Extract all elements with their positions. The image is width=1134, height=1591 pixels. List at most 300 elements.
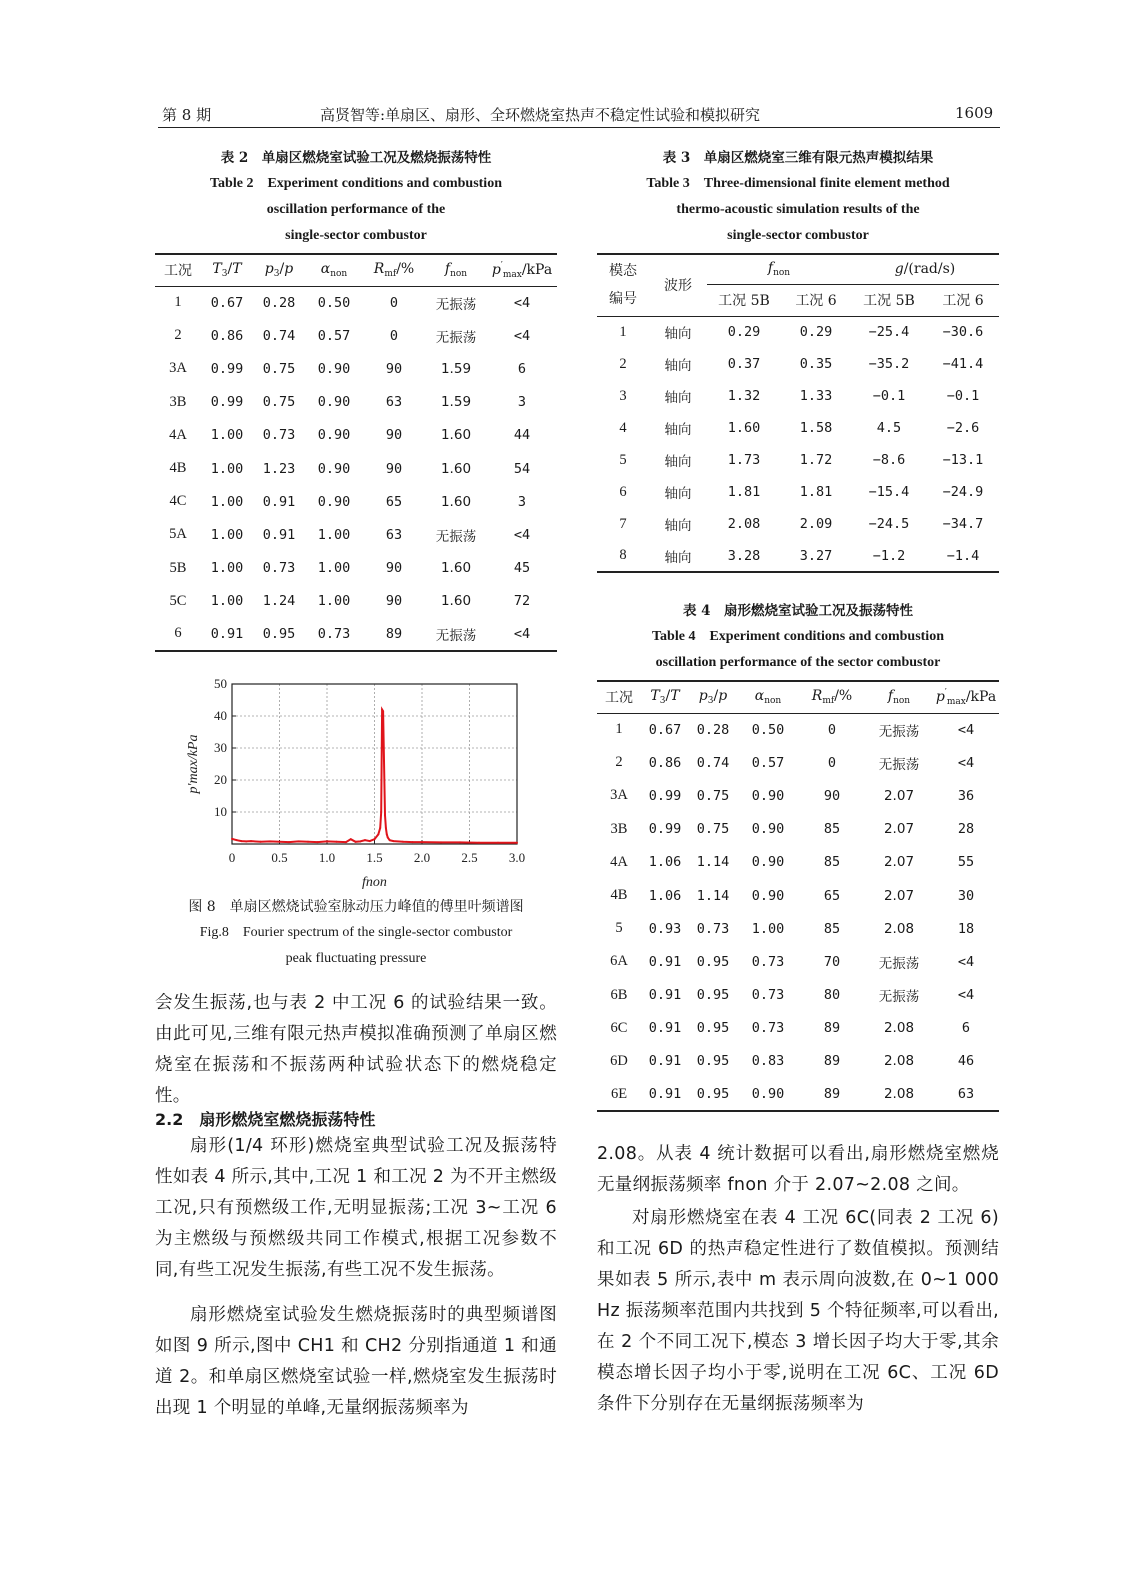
- figure8-caption: [155, 894, 557, 972]
- table4-row: [597, 713, 999, 746]
- table4-cell: 0.90: [751, 787, 785, 804]
- table2-cell: 0: [389, 327, 399, 344]
- table3-cell: −0.1: [946, 388, 980, 404]
- spectrum-point: [231, 838, 233, 840]
- table2-cell: 1.24: [262, 593, 296, 610]
- table4-cell: 0.74: [696, 754, 730, 771]
- table3-mode-label-2: 编号: [609, 291, 637, 308]
- table4-cell: 1.00: [751, 920, 785, 937]
- table3-cell: −30.6: [942, 324, 984, 341]
- table3-cell: 1.81: [727, 484, 761, 500]
- table2-cell: <4: [513, 625, 531, 642]
- table4-cell: <4: [957, 721, 975, 738]
- table3-col-header-mode: [597, 254, 649, 316]
- table4-cell: 0.28: [696, 721, 730, 738]
- spectrum-point: [236, 839, 238, 841]
- table4-cell: <4: [957, 953, 975, 970]
- table4-cell: 4B: [610, 887, 628, 904]
- table2-cell: 0.75: [262, 360, 296, 377]
- table2-cell: 0.57: [317, 327, 351, 344]
- table4-cell: 6: [961, 1020, 971, 1037]
- table2-cell: 1.60: [440, 560, 472, 577]
- table3-cell: 3.27: [799, 547, 833, 564]
- table3-row: [597, 380, 999, 412]
- table2-cell: 0.73: [262, 560, 296, 577]
- table3-row: [597, 444, 999, 476]
- y-axis-label: p'max/kPa: [186, 734, 201, 794]
- table2-col-header-p3: $p_3/p$: [253, 254, 305, 286]
- table3-cell: 6: [619, 483, 627, 500]
- table2-cell: 72: [513, 593, 531, 610]
- table4-cell: 6D: [610, 1052, 628, 1069]
- table2-cell: 1.00: [210, 493, 244, 510]
- table3-cell: −2.6: [946, 420, 980, 436]
- table2-caption: [155, 145, 557, 249]
- x-axis-label: fnon: [362, 875, 387, 890]
- table3-row: [597, 316, 999, 348]
- spectrum-point: [355, 841, 357, 843]
- spectrum-point: [377, 833, 379, 835]
- table3-cell: 轴向: [664, 358, 692, 374]
- table4-cell: 6A: [610, 953, 628, 970]
- table3-cell: 0.35: [799, 356, 833, 372]
- table3-cell: 轴向: [664, 454, 692, 470]
- table2-cell: <4: [513, 526, 531, 543]
- table4-cell: 0.91: [648, 987, 682, 1004]
- table2-cell: 1.23: [262, 460, 296, 477]
- table4-row: [597, 1078, 999, 1111]
- table4-cell: 无振荡: [878, 723, 920, 740]
- table3-header-row-1: [597, 254, 999, 284]
- table2-cell: 90: [385, 593, 403, 610]
- table3-cell: −24.9: [942, 484, 984, 500]
- table3-cell: −25.4: [868, 324, 910, 341]
- table4-cell: 0.73: [751, 987, 785, 1004]
- table2-col-header-fnon: $f_{non}$: [425, 254, 487, 286]
- table4-cell: 0.73: [751, 1020, 785, 1037]
- table4-cell: 28: [957, 821, 975, 838]
- table3-cell: −8.6: [872, 452, 906, 468]
- spectrum-point: [345, 841, 347, 843]
- table4-col-header-t3: $T_3/T$: [641, 681, 689, 713]
- table3-col-header-wave: 波形: [649, 254, 707, 316]
- spectrum-point: [250, 840, 252, 842]
- table4-cell: 2.08: [883, 1086, 915, 1103]
- table3-cell: −15.4: [868, 484, 910, 500]
- table4-cell: 3B: [610, 820, 628, 837]
- y-tick-label: 30: [214, 740, 227, 755]
- spectrum-point: [336, 841, 338, 843]
- table2-cell: 0.75: [262, 394, 296, 411]
- table4-cell: 2: [615, 754, 623, 771]
- table4-row: [597, 879, 999, 912]
- table4-row: [597, 979, 999, 1012]
- table2-row: [155, 386, 557, 419]
- table4-cell: 0.95: [696, 1053, 730, 1070]
- table2-cell: 65: [385, 493, 403, 510]
- table4-cell: 无振荡: [878, 756, 920, 773]
- section-heading: 2.2 扇形燃烧室燃烧振荡特性: [155, 1110, 376, 1129]
- table4-col-header-alpha: $\alpha_{non}$: [737, 681, 799, 713]
- table2-cell: 0.90: [317, 360, 351, 377]
- table2-cell: 54: [513, 460, 531, 477]
- table4-cell: 0.99: [648, 787, 682, 804]
- spectrum-point: [385, 827, 387, 829]
- table2-cell: 4B: [169, 460, 187, 477]
- table3-cell: −1.4: [946, 547, 980, 564]
- table4: [597, 680, 999, 1112]
- table2-cell: <4: [513, 327, 531, 344]
- table4-cell: 2.07: [883, 854, 915, 871]
- table2-cell: 4A: [169, 426, 187, 443]
- spectrum-point: [288, 841, 290, 843]
- table2-cell: 3: [517, 394, 527, 411]
- spectrum-point: [382, 710, 384, 712]
- table4-cell: 89: [823, 1086, 841, 1103]
- table4-cell: 0: [827, 721, 837, 738]
- table4-col-header-p3: $p_3/p$: [689, 681, 737, 713]
- table4-caption-cn: 表 4 扇形燃烧室试验工况及振荡特性: [682, 603, 914, 619]
- table2-cell: 0.73: [262, 427, 296, 444]
- table2-cell: 0.90: [317, 394, 351, 411]
- table2-cell: 0.86: [210, 327, 244, 344]
- table2-cell: 90: [385, 427, 403, 444]
- spectrum-point: [440, 841, 442, 843]
- table2-cell: 5A: [169, 526, 187, 543]
- table4-cell: 0.95: [696, 987, 730, 1004]
- table3-cell: 0.29: [799, 324, 833, 341]
- table2-cell: 0.28: [262, 294, 296, 311]
- table2-cell: 0.90: [317, 427, 351, 444]
- table3-cell: 2.09: [799, 516, 833, 532]
- table4-cell: 0.67: [648, 721, 682, 738]
- spectrum-point: [364, 839, 366, 841]
- table4-cell: 0.91: [648, 1053, 682, 1070]
- table3-cell: 1.60: [727, 420, 761, 436]
- table4-cell: 63: [957, 1086, 975, 1103]
- table4-col-header-rmf: $R_{mf}/\%$: [799, 681, 865, 713]
- table4-cell: 0.90: [751, 1086, 785, 1103]
- table2-cell: 90: [385, 360, 403, 377]
- table2-caption-en-3: single-sector combustor: [285, 228, 427, 243]
- table2-caption-en-2: oscillation performance of the: [266, 202, 446, 217]
- table2: [155, 253, 557, 652]
- spectrum-point: [379, 827, 381, 829]
- table3-cell: 2.08: [727, 516, 761, 532]
- table2-cell: 1.00: [317, 526, 351, 543]
- table2-cell: 4C: [169, 493, 187, 510]
- table4-cell: 2.07: [883, 821, 915, 838]
- table4-cell: 0.95: [696, 953, 730, 970]
- table3-cell: 1.58: [799, 420, 833, 436]
- table4-cell: 90: [823, 787, 841, 804]
- table3-sub-header: 工况 5B: [707, 284, 781, 316]
- table4-row: [597, 846, 999, 879]
- table3-cell: 1.73: [727, 452, 761, 468]
- table2-col-header-alpha: $\alpha_{non}$: [305, 254, 363, 286]
- x-tick-label: 2.5: [461, 850, 478, 865]
- table4-cell: 46: [957, 1053, 975, 1070]
- table3-cell: −34.7: [942, 516, 984, 532]
- table4-cell: 18: [957, 920, 975, 937]
- table3-caption-cn: 表 3 单扇区燃烧室三维有限元热声模拟结果: [662, 150, 934, 166]
- x-tick-label: 2.0: [413, 850, 431, 865]
- table3-cell: 3.28: [727, 547, 761, 564]
- table3-row: [597, 476, 999, 508]
- table2-cell: 1.60: [440, 593, 472, 610]
- x-tick-label: 0.5: [271, 850, 288, 865]
- table4-cell: 85: [823, 920, 841, 937]
- table4-cell: 0.75: [696, 787, 730, 804]
- table2-cell: 0: [389, 294, 399, 311]
- table2-cell: 1.60: [440, 493, 472, 510]
- table2-cell: 0.74: [262, 327, 296, 344]
- table2-cell: 0.99: [210, 360, 244, 377]
- table4-cell: 85: [823, 854, 841, 871]
- table3-row: [597, 412, 999, 444]
- table4-cell: 2.08: [883, 1053, 915, 1070]
- x-tick-label: 1.0: [318, 850, 336, 865]
- body-left-paragraph-3: 扇形燃烧室试验发生燃烧振荡时的典型频谱图如图 9 所示,图中 CH1 和 CH2 分别指通道 1 和通道 2。和单扇区燃烧室试验一样,燃烧室发生振荡时出现 1 个明显的单峰,无量纲振荡频率为: [155, 1305, 557, 1418]
- table3-cell: 5: [619, 451, 627, 468]
- table3-cell: 轴向: [664, 326, 692, 343]
- table4-cell: 0.91: [648, 1020, 682, 1037]
- table2-cell: 1: [174, 294, 182, 311]
- table2-cell: 3: [517, 493, 527, 510]
- table2-cell: 5C: [169, 592, 187, 609]
- table4-cell: 0.73: [696, 920, 730, 937]
- table3-cell: 1.32: [727, 388, 761, 404]
- table2-cell: 0.91: [262, 493, 296, 510]
- table4-col-header-pmax: $p'_{max}$/kPa: [933, 681, 999, 713]
- table4-cell: 0.75: [696, 821, 730, 838]
- table4-cell: 2.07: [883, 887, 915, 904]
- table4-cell: 30: [957, 887, 975, 904]
- table2-header-row: [155, 254, 557, 286]
- table2-row: [155, 286, 557, 319]
- table4-cell: 36: [957, 787, 975, 804]
- table4-cell: 0.90: [751, 854, 785, 871]
- table2-col-header: 工况: [155, 254, 201, 286]
- table2-cell: 1.00: [210, 593, 244, 610]
- table2-cell: 89: [385, 625, 403, 642]
- table3-caption: [597, 145, 999, 249]
- table3-cell: 4: [619, 419, 627, 436]
- table4-col-header-fnon: $f_{non}$: [865, 681, 933, 713]
- table2-cell: 0.67: [210, 294, 244, 311]
- table4-row: [597, 779, 999, 812]
- body-left-paragraph-2: 扇形(1/4 环形)燃烧室典型试验工况及振荡特性如表 4 所示,其中,工况 1 和工况 2 为不开主燃级工况,只有预燃级工作,无明显振荡;工况 3~工况 6 为主燃级与预燃级共同工作模式,根据工况参数不同,有些工况发生振荡,有些工况不发生振荡。: [155, 1136, 557, 1280]
- spectrum-point: [369, 840, 371, 842]
- table3-row: [597, 508, 999, 540]
- table2-row: [155, 585, 557, 618]
- y-tick-label: 10: [214, 804, 227, 819]
- table2-cell: 无振荡: [435, 296, 477, 313]
- table3-mode-label-1: 模态: [609, 263, 637, 280]
- table2-row: [155, 618, 557, 651]
- table2-cell: 1.00: [210, 526, 244, 543]
- table4-cell: 2.08: [883, 1020, 915, 1037]
- table3-cell: 轴向: [664, 518, 692, 534]
- table3-cell: 轴向: [664, 422, 692, 438]
- spectrum-point: [393, 840, 395, 842]
- body-right-paragraph-2: 对扇形燃烧室在表 4 工况 6C(同表 2 工况 6)和工况 6D 的热声稳定性进行了数值模拟。预测结果如表 5 所示,表中 m 表示周向波数,在 0~1 000 Hz 振荡频率范围内共找到 5 个特征频率,可以看出,在 2 个不同工况下,模态 3 增长因子均大于零,其余模态增长因子均小于零,说明在工况 6C、工况 6D 条件下分别存在无量纲振荡频率为: [597, 1208, 999, 1414]
- x-tick-label: 3.0: [508, 850, 526, 865]
- table2-caption-cn: 表 2 单扇区燃烧室试验工况及燃烧振荡特性: [220, 150, 492, 166]
- table2-cell: 0.73: [317, 625, 351, 642]
- body-left-paragraph-1: 会发生振荡,也与表 2 中工况 6 的试验结果一致。由此可见,三维有限元热声模拟准确预测了单扇区燃烧室在振荡和不振荡两种试验状态下的燃烧稳定性。: [155, 993, 557, 1106]
- table3-cell: 轴向: [664, 486, 692, 502]
- table3-sub-header: 工况 6: [781, 284, 851, 316]
- spectrum-point: [389, 839, 391, 841]
- table3-cell: 0.37: [727, 356, 761, 372]
- table2-row: [155, 485, 557, 518]
- spectrum-point: [459, 841, 461, 843]
- table2-cell: 0.50: [317, 294, 351, 311]
- table3-cell: 轴向: [664, 549, 692, 566]
- table2-cell: 1.60: [440, 427, 472, 444]
- table2-col-header-t3: $T_3/T$: [201, 254, 253, 286]
- table4-cell: 65: [823, 887, 841, 904]
- table4-cell: 无振荡: [878, 955, 920, 972]
- spectrum-point: [478, 842, 480, 844]
- table3: [597, 253, 999, 573]
- table4-caption-en-1: Table 4 Experiment conditions and combustion: [652, 629, 944, 644]
- spectrum-point: [269, 840, 271, 842]
- table3-sub-header: 工况 6: [927, 284, 999, 316]
- spectrum-point: [384, 814, 386, 816]
- table4-cell: 85: [823, 821, 841, 838]
- table2-cell: 无振荡: [435, 627, 477, 644]
- table2-row: [155, 552, 557, 585]
- table2-cell: 1.00: [317, 593, 351, 610]
- running-title: 高贤智等:单扇区、扇形、全环燃烧室热声不稳定性试验和模拟研究: [320, 106, 761, 124]
- spectrum-point: [241, 840, 243, 842]
- table4-cell: 6E: [610, 1085, 628, 1102]
- spectrum-point: [387, 837, 389, 839]
- table4-cell: 1: [615, 721, 623, 738]
- table2-cell: 0.95: [262, 625, 296, 642]
- table3-cell: −24.5: [868, 516, 910, 532]
- table2-cell: 1.59: [440, 394, 472, 411]
- table4-cell: 0.90: [751, 821, 785, 838]
- table3-cell: −13.1: [942, 452, 984, 468]
- x-tick-label: 1.5: [366, 850, 383, 865]
- table4-cell: 0.91: [648, 1086, 682, 1103]
- table4-cell: 1.14: [696, 887, 730, 904]
- table3-cell: 3: [619, 387, 627, 404]
- spectrum-point: [350, 838, 352, 840]
- table4-cell: 1.14: [696, 854, 730, 871]
- table3-cell: 1.81: [799, 484, 833, 500]
- table4-cell: 0.95: [696, 1020, 730, 1037]
- table3-caption-en-2: thermo-acoustic simulation results of the: [676, 202, 920, 217]
- table2-cell: 0.90: [317, 493, 351, 510]
- spectrum-point: [386, 833, 388, 835]
- spectrum-point: [279, 841, 281, 843]
- table4-cell: 无振荡: [878, 989, 920, 1006]
- table2-cell: 45: [513, 560, 531, 577]
- table2-caption-en-1: Table 2 Experiment conditions and combustion: [210, 176, 502, 191]
- table2-cell: 63: [385, 526, 403, 543]
- table3-cell: 1.72: [799, 452, 833, 468]
- table2-cell: 0.91: [210, 625, 244, 642]
- table2-cell: 1.60: [440, 460, 472, 477]
- table4-cell: 0.86: [648, 754, 682, 771]
- y-tick-label: 40: [214, 708, 227, 723]
- table4-col-header: 工况: [597, 681, 641, 713]
- table2-row: [155, 518, 557, 551]
- table2-cell: 0.99: [210, 394, 244, 411]
- table2-col-header-pmax: $p'_{max}$/kPa: [487, 254, 557, 286]
- spectrum-point: [421, 841, 423, 843]
- table3-cell: −41.4: [942, 356, 984, 372]
- spectrum-point: [383, 760, 385, 762]
- table2-cell: 44: [513, 427, 531, 444]
- spectrum-point: [298, 840, 300, 842]
- x-tick-label: 0: [228, 850, 236, 865]
- figure8-chart: [175, 676, 545, 891]
- table4-cell: 0.90: [751, 887, 785, 904]
- table4-cell: 0.50: [751, 721, 785, 738]
- table2-cell: 0.91: [262, 526, 296, 543]
- table3-cell: 2: [619, 355, 627, 372]
- table4-cell: 0.83: [751, 1053, 785, 1070]
- table2-row: [155, 452, 557, 485]
- table2-cell: 无振荡: [435, 528, 477, 545]
- table4-cell: 2.07: [883, 787, 915, 804]
- table2-cell: 1.00: [210, 460, 244, 477]
- table2-cell: 1.00: [210, 560, 244, 577]
- table4-cell: 4A: [610, 853, 628, 870]
- table2-cell: 3B: [169, 393, 187, 410]
- spectrum-point: [245, 840, 247, 842]
- table2-cell: 5B: [169, 559, 187, 576]
- table4-cell: 1.06: [648, 854, 682, 871]
- table4-caption-en-2: oscillation performance of the sector combustor: [655, 655, 941, 670]
- table3-row: [597, 540, 999, 572]
- table4-cell: 80: [823, 987, 841, 1004]
- page-number: 1609: [955, 104, 994, 122]
- table4-row: [597, 1012, 999, 1045]
- table3-col-header-fnon: $f_{non}$: [707, 254, 851, 284]
- table3-caption-en-1: Table 3 Three-dimensional finite element method: [646, 176, 950, 191]
- spectrum-point: [326, 840, 328, 842]
- table4-cell: 89: [823, 1020, 841, 1037]
- spectrum-point: [260, 841, 262, 843]
- table4-cell: 0: [827, 754, 837, 771]
- y-tick-label: 50: [214, 676, 227, 691]
- table4-cell: 0.73: [751, 953, 785, 970]
- table2-cell: 90: [385, 560, 403, 577]
- table3-cell: 轴向: [664, 390, 692, 406]
- table2-cell: 无振荡: [435, 329, 477, 346]
- table4-cell: 55: [957, 854, 975, 871]
- table3-cell: −1.2: [872, 547, 906, 564]
- body-right-paragraph-1: 2.08。从表 4 统计数据可以看出,扇形燃烧室燃烧无量纲振荡频率 fnon 介于 2.07~2.08 之间。: [597, 1144, 999, 1195]
- table4-row: [597, 912, 999, 945]
- y-tick-label: 20: [214, 772, 227, 787]
- table4-cell: 1.06: [648, 887, 682, 904]
- spectrum-point: [317, 841, 319, 843]
- spectrum-point: [307, 841, 309, 843]
- table4-cell: 5: [615, 920, 623, 937]
- table3-cell: 1.33: [799, 388, 833, 404]
- table4-cell: <4: [957, 754, 975, 771]
- spectrum-point: [497, 842, 499, 844]
- table2-cell: 0.90: [317, 460, 351, 477]
- table2-cell: 63: [385, 394, 403, 411]
